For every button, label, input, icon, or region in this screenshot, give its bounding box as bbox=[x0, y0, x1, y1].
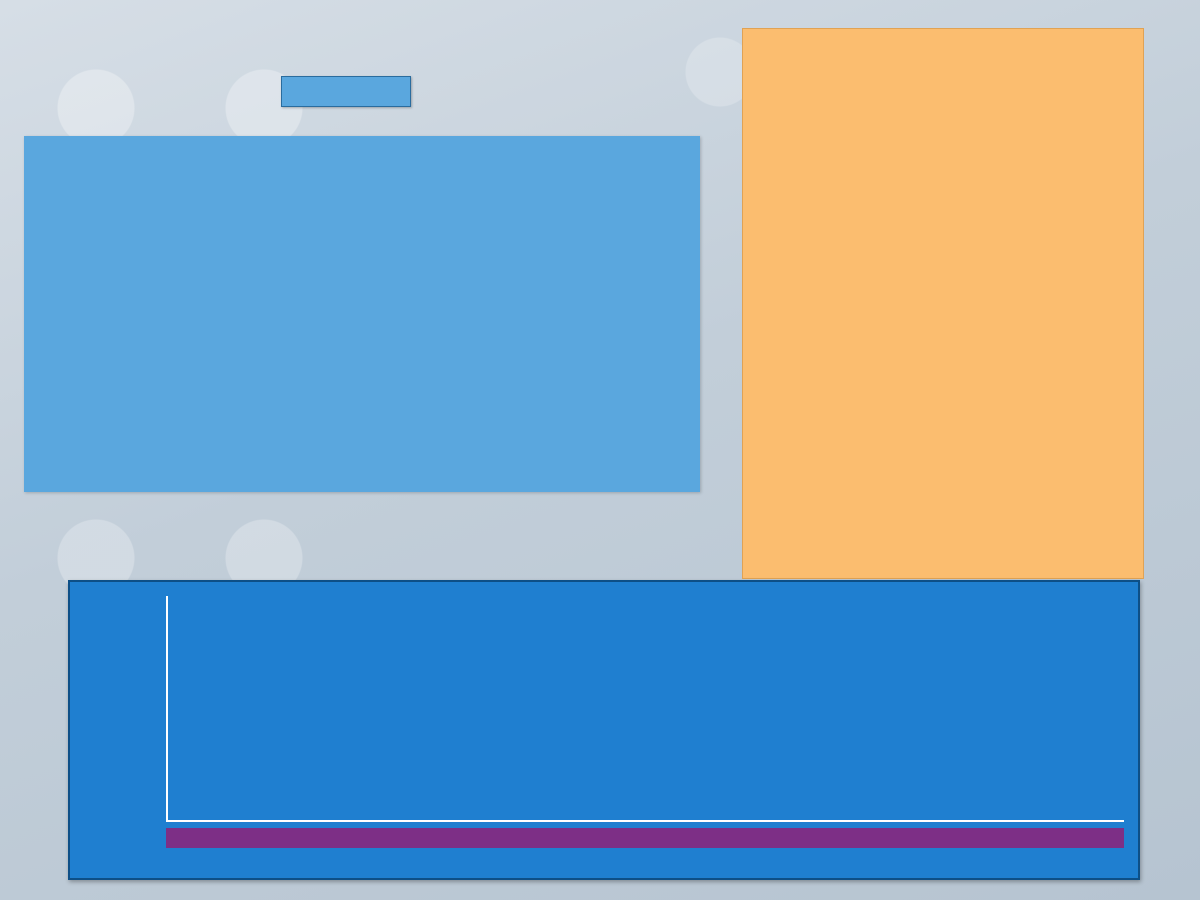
elevation-area-path bbox=[168, 596, 1124, 820]
surface-type-ribbon bbox=[166, 828, 1124, 848]
route-description bbox=[742, 28, 1144, 579]
statistics-title bbox=[281, 76, 411, 107]
elevation-profile-chart bbox=[68, 580, 1140, 880]
statistics-panel bbox=[24, 136, 700, 492]
chart-plot-area bbox=[166, 596, 1124, 822]
